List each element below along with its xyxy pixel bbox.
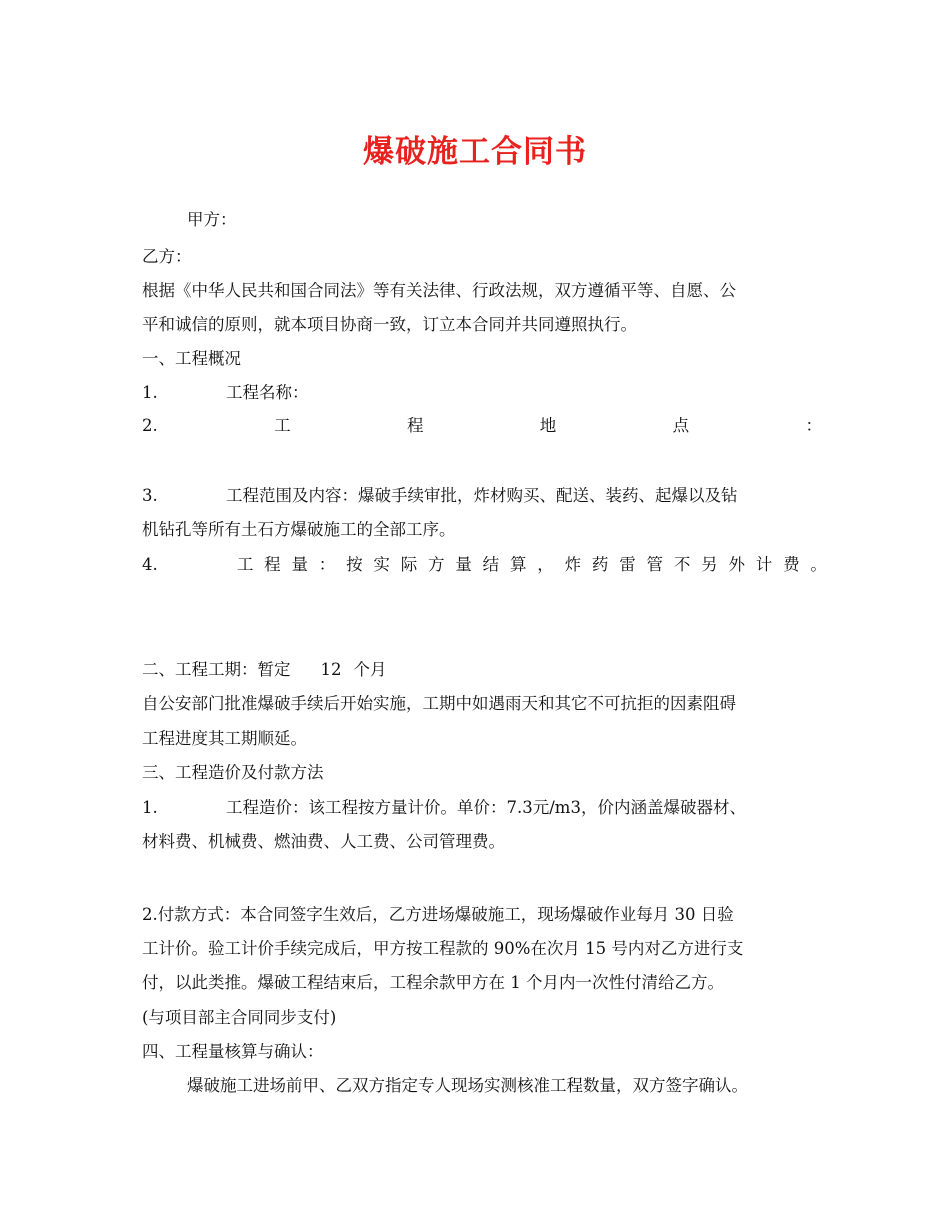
item-3-1-line-2: 材料费、机械费、燃油费、人工费、公司管理费。 <box>142 832 505 851</box>
item-4-char: ： <box>318 555 336 574</box>
item-4-char: 管 <box>646 555 663 574</box>
item-4-char: 不 <box>673 555 691 574</box>
section-2-heading-line <box>142 658 822 682</box>
item-4-char: 量 <box>455 555 472 574</box>
item-4-char: 量 <box>291 555 308 574</box>
item-2-char: 地 <box>539 416 557 435</box>
item-4-char: 工 <box>236 555 254 574</box>
party-a-line: 甲方： <box>187 210 237 229</box>
item-4-char: 外 <box>728 555 745 574</box>
item-4-char: 方 <box>428 555 445 574</box>
item-4-char: 程 <box>264 555 281 574</box>
item-3-text-1: 工程范围及内容：爆破手续审批，炸材购买、配送、装药、起爆以及钻 <box>226 486 738 505</box>
item-1-line <box>142 381 822 405</box>
section-4-heading: 四、工程量核算与确认： <box>142 1042 324 1061</box>
item-4-char: 计 <box>755 555 773 574</box>
section-3-heading: 三、工程造价及付款方法 <box>142 763 324 782</box>
item-3-2-line-2: 工计价。验工计价手续完成后，甲方按工程款的 90%在次月 15 号内对乙方进行支 <box>142 939 744 958</box>
item-4-char: 。 <box>810 555 827 574</box>
item-4-char: 结 <box>482 555 500 574</box>
item-4-char: ， <box>537 555 554 574</box>
item-3-2-line-3: 付，以此类推。爆破工程结束后，工程余款甲方在 1 个月内一次性付清给乙方。 <box>142 973 724 992</box>
item-4-char: 算 <box>509 555 527 574</box>
item-4-char: 药 <box>591 555 609 574</box>
item-4-char: 雷 <box>619 555 636 574</box>
section-2-duration-value: 12 <box>320 660 342 679</box>
item-4-line <box>142 553 827 577</box>
item-3-line-2: 机钻孔等所有土石方爆破施工的全部工序。 <box>142 520 456 539</box>
section-2-text-2: 工程进度其工期顺延。 <box>142 729 307 748</box>
item-1-text: 工程名称： <box>226 383 309 402</box>
item-3-1-number: 1. <box>142 798 158 817</box>
section-2-text-1: 自公安部门批准爆破手续后开始实施，工期中如遇雨天和其它不可抗拒的因素阻碍 <box>142 694 736 713</box>
item-4-number: 4. <box>142 555 158 574</box>
section-2-heading: 二、工程工期：暂定 <box>142 660 291 679</box>
item-4-char: 际 <box>400 555 418 574</box>
item-3-number: 3. <box>142 486 158 505</box>
section-4-text-1: 爆破施工进场前甲、乙双方指定专人现场实测核准工程数量，双方签字确认。 <box>187 1076 748 1095</box>
item-3-2-line-1: 2.付款方式：本合同签字生效后，乙方进场爆破施工，现场爆破作业每月 30 日验 <box>142 905 734 924</box>
item-3-1-text-1: 工程造价：该工程按方量计价。单价：7.3元/m3，价内涵盖爆破器材、 <box>226 798 746 817</box>
item-2-char: ： <box>805 416 822 435</box>
item-4-char: 费 <box>783 555 800 574</box>
item-4-char: 实 <box>373 555 390 574</box>
item-3-1-line-1 <box>142 796 822 820</box>
item-2-char: 工 <box>274 416 291 435</box>
party-b-line: 乙方： <box>142 247 192 266</box>
item-4-char: 另 <box>701 555 718 574</box>
item-2-line <box>142 414 822 438</box>
preamble-line-2: 平和诚信的原则，就本项目协商一致，订立本合同并共同遵照执行。 <box>142 315 637 334</box>
section-2-duration-unit: 个月 <box>353 660 387 679</box>
item-3-line-1 <box>142 484 822 508</box>
item-4-char: 炸 <box>564 555 582 574</box>
section-1-heading: 一、工程概况 <box>142 349 241 368</box>
document-title: 爆破施工合同书 <box>363 134 587 170</box>
preamble-line-1: 根据《中华人民共和国合同法》等有关法律、行政法规，双方遵循平等、自愿、公 <box>142 281 736 300</box>
item-1-number: 1. <box>142 383 158 402</box>
item-4-char: 按 <box>346 555 363 574</box>
item-2-char: 程 <box>406 416 424 435</box>
item-2-char: 点 <box>672 416 690 435</box>
item-2-number: 2. <box>142 416 158 435</box>
item-3-2-line-4: (与项目部主合同同步支付) <box>142 1008 337 1027</box>
